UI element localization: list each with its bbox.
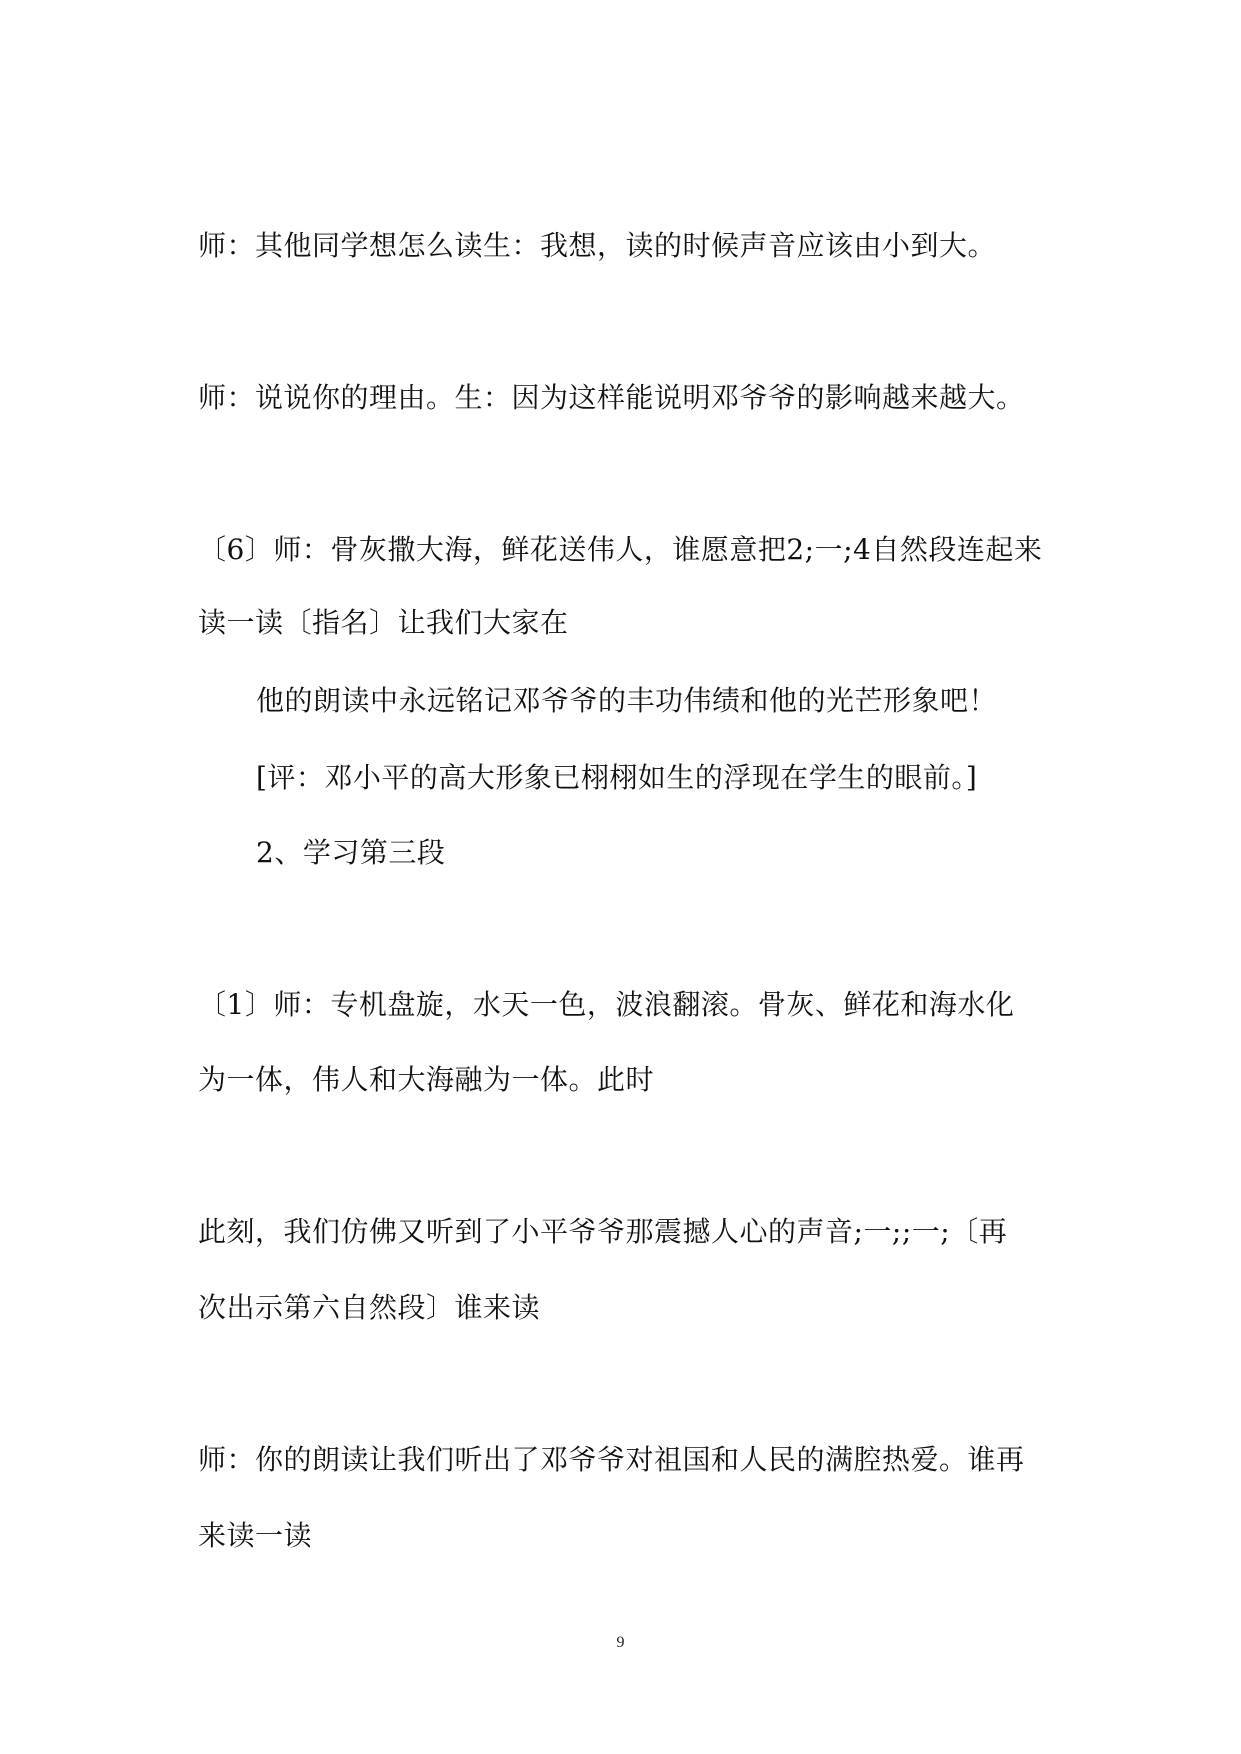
paragraph-line: 〔1〕师：专机盘旋，水天一色，波浪翻滚。骨灰、鲜花和海水化 — [198, 988, 1015, 1021]
paragraph-line: 来读一读 — [198, 1519, 313, 1552]
paragraph-line: 师：你的朗读让我们听出了邓爷爷对祖国和人民的满腔热爱。谁再 — [198, 1443, 1025, 1476]
page-number: 9 — [616, 1634, 625, 1651]
paragraph-line: 〔6〕师：骨灰撒大海，鲜花送伟人，谁愿意把2;一;4自然段连起来 — [198, 533, 1043, 566]
paragraph-line: 他的朗读中永远铭记邓爷爷的丰功伟绩和他的光芒形象吧！ — [256, 684, 998, 717]
annotation-line: [评：邓小平的高大形象已栩栩如生的浮现在学生的眼前。] — [256, 761, 978, 794]
paragraph-line: 次出示第六自然段〕谁来读 — [198, 1291, 541, 1324]
paragraph-line: 此刻，我们仿佛又听到了小平爷爷那震撼人心的声音;一;;一;〔再 — [198, 1215, 1008, 1248]
paragraph-line: 为一体，伟人和大海融为一体。此时 — [198, 1063, 655, 1096]
paragraph-line: 师：说说你的理由。生：因为这样能说明邓爷爷的影响越来越大。 — [198, 381, 1025, 414]
paragraph-line: 读一读〔指名〕让我们大家在 — [198, 606, 569, 639]
section-heading: 2、学习第三段 — [256, 836, 446, 869]
paragraph-line: 师：其他同学想怎么读生：我想，读的时候声音应该由小到大。 — [198, 229, 997, 262]
